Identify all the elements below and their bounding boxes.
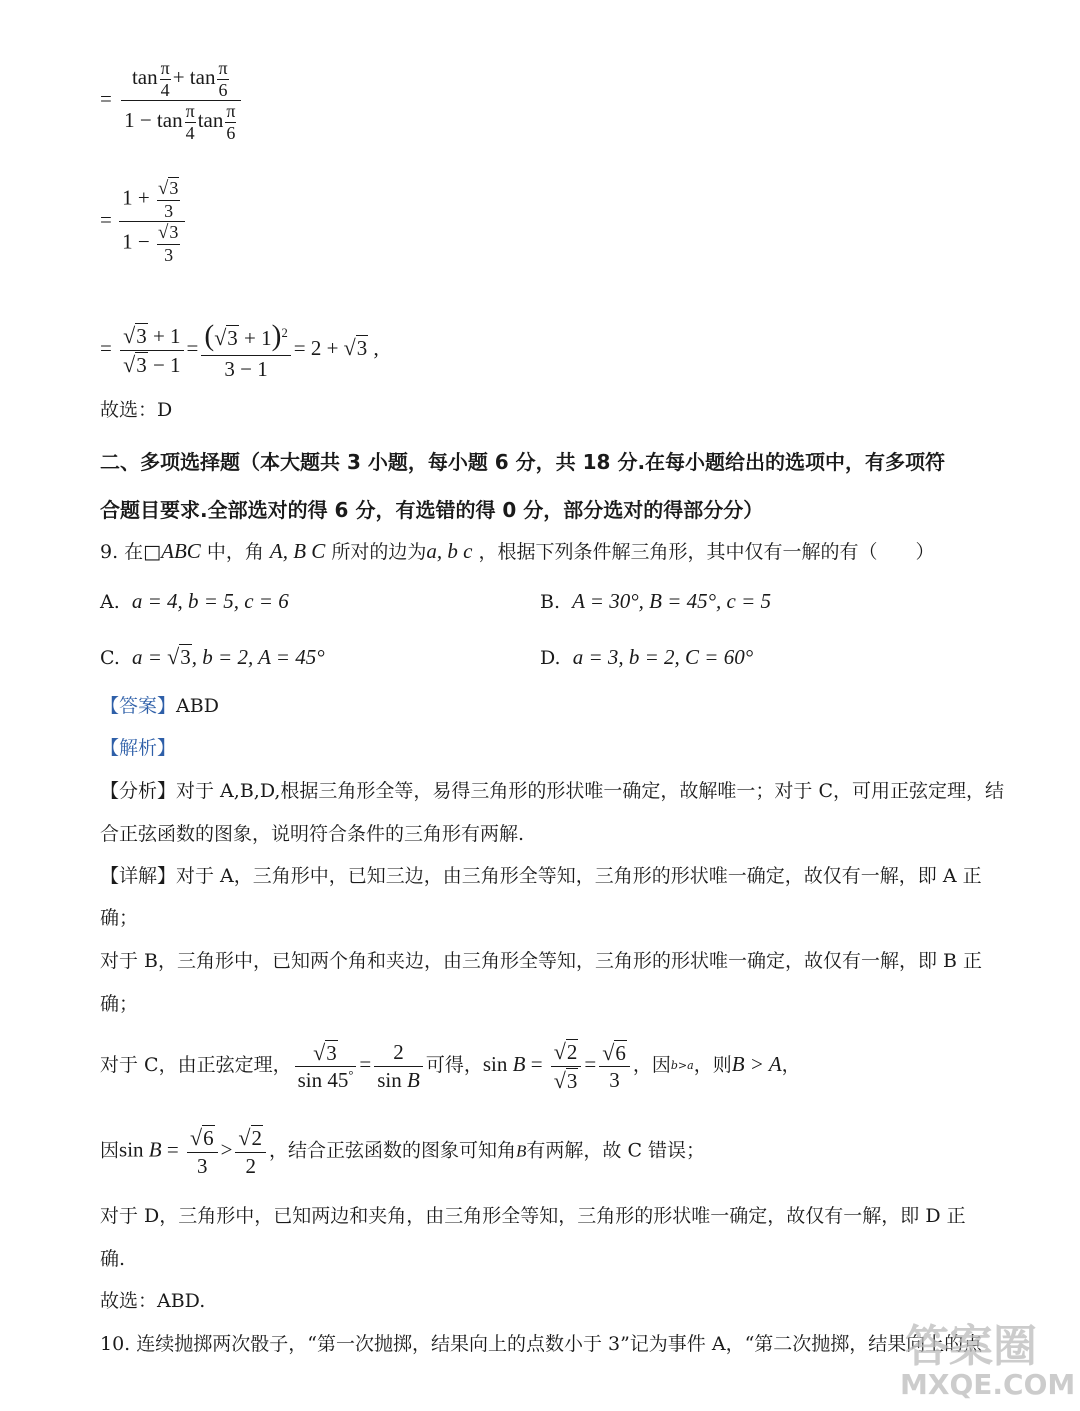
option-b: B. A = 30°, B = 45°, c = 5 — [540, 589, 772, 613]
watermark-url: MXQE.COM — [900, 1368, 1076, 1401]
section-heading-line-1: 二、多项选择题（本大题共 3 小题，每小题 6 分，共 18 分.在每小题给出的选项中，有多项符 — [100, 450, 946, 474]
xiangjie-a-line-2: 确； — [100, 907, 139, 929]
equation-step-1: = tan $\frac{\pi}{4}$ + tan $\frac{\pi}{6}$ 1 − tan $\frac{\pi}{4}$ tan $\frac{\pi}{6}$ — [100, 58, 244, 144]
xiangjie-d-line-2: 确. — [100, 1248, 126, 1270]
solution-choice-d: 故选：D — [100, 399, 173, 421]
xiangjie-c-line-1: 对于 C，由正弦定理， $\frac{√3}{\sin 45^\circ}$ = $\frac{2}{\text{sin B}}$ 可得，sin B = $\frac{√2}{√3}$ = $\frac{√6}{3}$ ，因b>a，则B > A， — [100, 1039, 801, 1093]
analysis-tag: 【解析】 — [100, 737, 177, 759]
section-heading-line-2: 合题目要求.全部选对的得 6 分，有选错的得 0 分，部分选对的得部分分） — [100, 498, 764, 522]
fenxi-line-2: 合正弦函数的图象，说明符合条件的三角形有两解. — [100, 823, 525, 845]
fenxi-line-1: 【分析】对于 A,B,D,根据三角形全等，易得三角形的形状唯一确定，故解唯一；对于 C，可用正弦定理，结 — [100, 780, 1004, 802]
xiangjie-d-line-1: 对于 D，三角形中，已知两边和夹角，由三角形全等知，三角形的形状唯一确定，故仅有一解，即 D 正 — [100, 1205, 966, 1227]
xiangjie-b-line-2: 确； — [100, 993, 139, 1015]
answer-line: 【答案】ABD — [100, 695, 219, 717]
xiangjie-a-line-1: 【详解】对于 A，三角形中，已知三边，由三角形全等知，三角形的形状唯一确定，故仅有一解，即 A 正 — [100, 865, 982, 887]
solution-final: 故选：ABD. — [100, 1290, 206, 1312]
xiangjie-c-line-2: 因sin B = $\frac{√6}{3}$ > $\frac{√2}{2}$ ，结合正弦函数的图象可知角B有两解，故 C 错误； — [100, 1125, 706, 1178]
xiangjie-b-line-1: 对于 B，三角形中，已知两个角和夹边，由三角形全等知，三角形的形状唯一确定，故仅有一解，即 B 正 — [100, 950, 983, 972]
option-a: A. a = 4, b = 5, c = 6 — [100, 589, 289, 613]
question-10-stem: 10. 连续抛掷两次骰子，“第一次抛掷，结果向上的点数小于 3”记为事件 A，“第二次抛掷，结果向上的点 — [100, 1333, 983, 1355]
equation-step-3: = $\frac{√3 + 1}{√3 - 1}$ = $\frac{(√3 + 1)^2}{3 - 1}$ = 2 + √3 , — [100, 320, 379, 381]
answer-tag: 【答案】 — [100, 695, 177, 717]
option-d: D. a = 3, b = 2, C = 60° — [540, 645, 754, 669]
watermark-logo: 答案圈 — [905, 1321, 1037, 1372]
equation-step-2: = 1 + $\frac{√3}{3}$ 1 − $\frac{√3}{3}$ — [100, 178, 188, 266]
option-c: C. a = √3, b = 2, A = 45° — [100, 644, 325, 669]
question-9-stem: 9. 在□ABC 中，角 A, B C 所对的边为a, b c ，根据下列条件解三角形，其中仅有一解的有（ ） — [100, 539, 935, 563]
